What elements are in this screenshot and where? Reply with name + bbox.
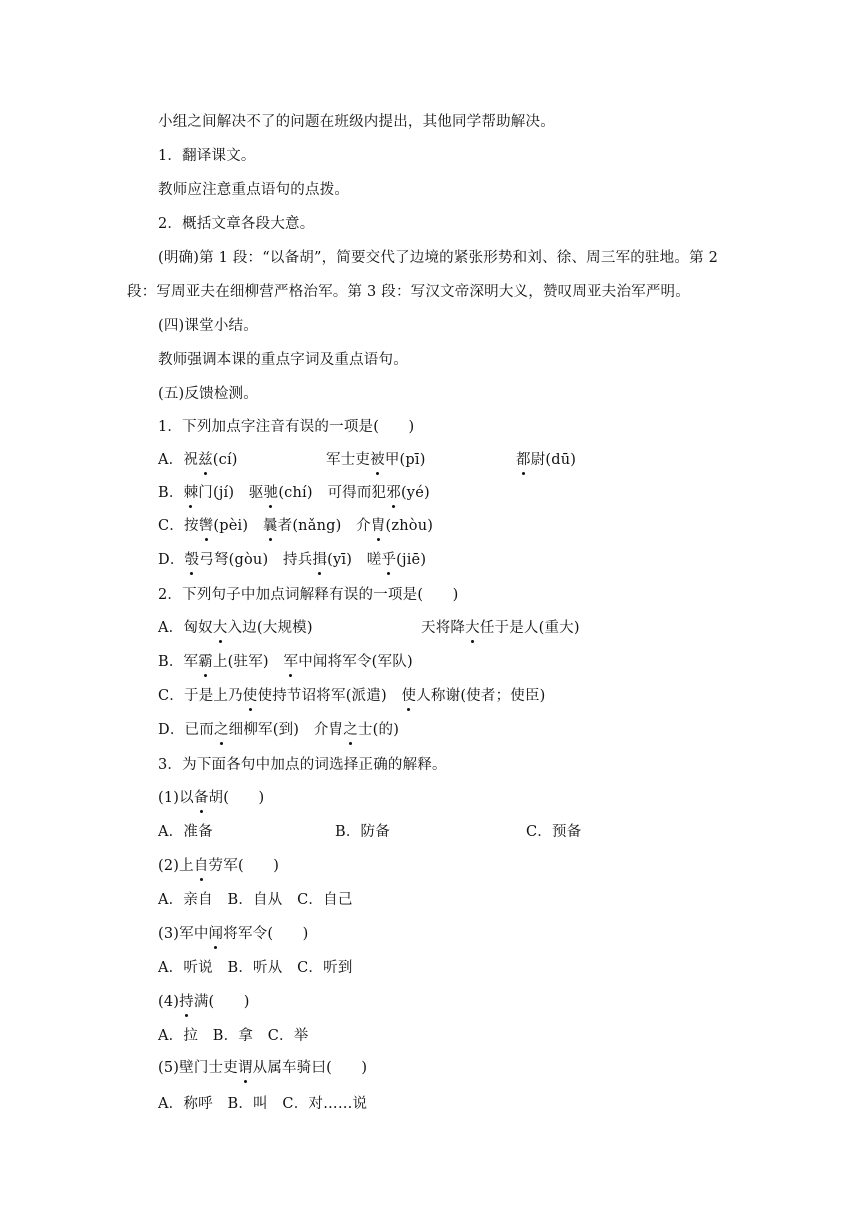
paragraph: 1．翻译课文。 bbox=[158, 148, 256, 164]
sub-question: (2)上自劳军( ) bbox=[158, 858, 280, 874]
option-row: C．于是上乃使使持节诏将军(派遣) 使人称谢(使者；使臣) bbox=[158, 688, 546, 704]
sub-question: (5)壁门士吏谓从属车骑曰( ) bbox=[158, 1060, 368, 1076]
option-row: B．军霸上(驻军) 军中闻将军令(军队) bbox=[158, 654, 413, 670]
paragraph: 教师应注意重点语句的点拨。 bbox=[158, 182, 350, 198]
option-a2: 军士吏被甲(pī) bbox=[326, 452, 426, 468]
option-a: A．准备 bbox=[158, 824, 213, 840]
option-c: C．预备 bbox=[526, 824, 582, 840]
paragraph: 教师强调本课的重点字词及重点语句。 bbox=[158, 352, 408, 368]
sub-question: (4)持满( ) bbox=[158, 994, 250, 1010]
option-row: C．按辔(pèi) 曩者(nǎng) 介胄(zhòu) bbox=[158, 518, 434, 534]
question-stem: 3．为下面各句中加点的词选择正确的解释。 bbox=[158, 757, 447, 773]
option-row: D．已而之细柳军(到) 介胄之士(的) bbox=[158, 722, 400, 738]
sub-question: (3)军中闻将军令( ) bbox=[158, 926, 309, 942]
section-heading: (四)课堂小结。 bbox=[158, 318, 258, 334]
section-heading: (五)反馈检测。 bbox=[158, 386, 258, 402]
option-row: A．听说 B．听从 C．听到 bbox=[158, 960, 353, 976]
paragraph: (明确)第 1 段：“以备胡”，简要交代了边境的紧张形势和刘、徐、周三军的驻地。第 2 bbox=[158, 250, 719, 266]
option-a3: 都尉(dū) bbox=[516, 452, 577, 468]
option-b: B．防备 bbox=[335, 824, 390, 840]
sub-question: (1)以备胡( ) bbox=[158, 790, 265, 806]
option-row: D．彀弓弩(gòu) 持兵揖(yī) 嗟乎(jiē) bbox=[158, 552, 427, 568]
option-a1: A．匈奴大入边(大规模) bbox=[158, 620, 313, 636]
option-row: B．棘门(jí) 驱驰(chí) 可得而犯邪(yé) bbox=[158, 485, 430, 501]
option-a2: 天将降大任于是人(重大) bbox=[421, 620, 580, 636]
paragraph: 2．概括文章各段大意。 bbox=[158, 216, 315, 232]
option-row: A．称呼 B．叫 C．对……说 bbox=[158, 1096, 368, 1112]
option-a1: A．祝兹(cí) bbox=[158, 452, 238, 468]
question-stem: 2．下列句子中加点词解释有误的一项是( ) bbox=[158, 587, 459, 603]
option-row: A．拉 B．拿 C．举 bbox=[158, 1028, 309, 1044]
option-row: A．亲自 B．自从 C．自己 bbox=[158, 892, 353, 908]
paragraph: 小组之间解决不了的问题在班级内提出，其他同学帮助解决。 bbox=[158, 114, 555, 130]
paragraph: 段：写周亚夫在细柳营严格治军。第 3 段：写汉文帝深明大义，赞叹周亚夫治军严明。 bbox=[127, 284, 690, 300]
question-stem: 1．下列加点字注音有误的一项是( ) bbox=[158, 419, 415, 435]
